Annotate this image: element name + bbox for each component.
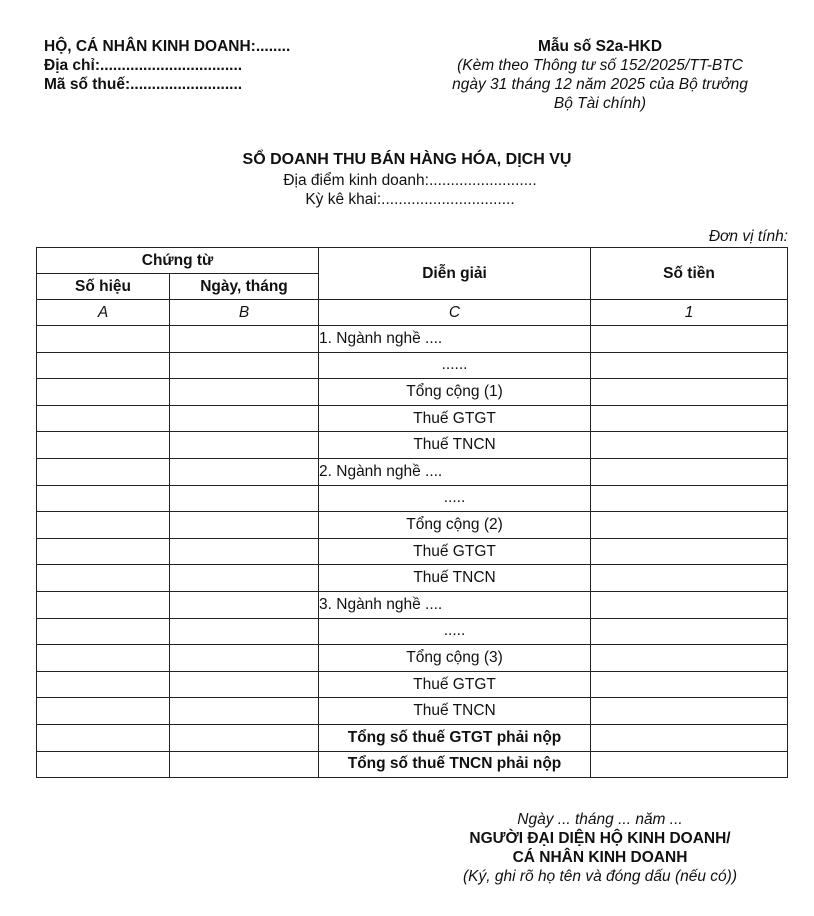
table-row (37, 512, 788, 539)
voucher-number-cell (37, 512, 170, 539)
amount-cell (591, 724, 788, 751)
voucher-date-cell (170, 379, 319, 406)
table-row (37, 432, 788, 459)
table-row (37, 485, 788, 512)
voucher-number-cell (37, 379, 170, 406)
voucher-date-cell (170, 618, 319, 645)
table-row (37, 698, 788, 725)
voucher-date-header: Ngày, tháng (170, 274, 319, 300)
description-cell: 3. Ngành nghề .... (319, 591, 591, 618)
voucher-number-cell (37, 698, 170, 725)
amount-cell (591, 591, 788, 618)
table-row (37, 538, 788, 565)
description-cell: Thuế TNCN (319, 432, 591, 459)
voucher-number-cell (37, 538, 170, 565)
voucher-number-cell (37, 405, 170, 432)
voucher-number-cell (37, 432, 170, 459)
voucher-number-cell (37, 352, 170, 379)
amount-cell (591, 618, 788, 645)
amount-cell (591, 671, 788, 698)
signer-title-line-1: NGƯỜI ĐẠI DIỆN HỘ KINH DOANH/ (469, 830, 731, 847)
form-reference-line-1: (Kèm theo Thông tư số 152/2025/TT-BTC (457, 57, 743, 74)
voucher-number-cell (37, 565, 170, 592)
form-code: Mẫu số S2a-HKD (537, 38, 663, 55)
table-row (37, 379, 788, 406)
description-cell: Tổng số thuế TNCN phải nộp (319, 751, 591, 778)
voucher-number-header: Số hiệu (37, 274, 170, 300)
business-info-block (44, 37, 290, 94)
amount-cell (591, 352, 788, 379)
amount-cell (591, 405, 788, 432)
voucher-date-cell (170, 751, 319, 778)
amount-cell (591, 512, 788, 539)
voucher-date-cell (170, 458, 319, 485)
table-row (37, 326, 788, 353)
amount-cell (591, 432, 788, 459)
description-cell: Tổng số thuế GTGT phải nộp (319, 724, 591, 751)
amount-cell (591, 379, 788, 406)
form-reference-block (426, 37, 774, 113)
description-cell: 1. Ngành nghề .... (319, 326, 591, 353)
business-location-line: Địa điểm kinh doanh:......................... (283, 172, 537, 189)
voucher-number-cell (37, 724, 170, 751)
voucher-number-cell (37, 618, 170, 645)
voucher-number-cell (37, 458, 170, 485)
unit-label: Đơn vị tính: (708, 228, 788, 245)
description-cell: ..... (319, 618, 591, 645)
description-cell: 2. Ngành nghề .... (319, 458, 591, 485)
signature-note: (Ký, ghi rõ họ tên và đóng dấu (nếu có)) (463, 868, 737, 885)
description-cell: Thuế GTGT (319, 538, 591, 565)
voucher-date-cell (170, 671, 319, 698)
table-row (37, 724, 788, 751)
description-cell: Tổng cộng (1) (319, 379, 591, 406)
table-row (37, 645, 788, 672)
voucher-number-cell (37, 485, 170, 512)
description-cell: Thuế TNCN (319, 698, 591, 725)
signer-title-line-2: CÁ NHÂN KINH DOANH (512, 849, 688, 866)
table-row (37, 671, 788, 698)
voucher-group-header: Chứng từ (37, 248, 319, 274)
voucher-date-cell (170, 538, 319, 565)
description-cell: Thuế GTGT (319, 671, 591, 698)
description-header: Diễn giải (319, 248, 591, 300)
voucher-date-cell (170, 645, 319, 672)
amount-cell (591, 751, 788, 778)
ledger-body (37, 326, 788, 778)
voucher-date-cell (170, 432, 319, 459)
table-row (37, 565, 788, 592)
table-row (37, 458, 788, 485)
voucher-number-cell (37, 751, 170, 778)
voucher-date-cell (170, 698, 319, 725)
date-line: Ngày ... tháng ... năm ... (517, 811, 683, 828)
description-cell: Tổng cộng (2) (319, 512, 591, 539)
voucher-number-cell (37, 671, 170, 698)
amount-cell (591, 458, 788, 485)
amount-cell (591, 326, 788, 353)
voucher-date-cell (170, 352, 319, 379)
table-row (37, 751, 788, 778)
column-letter-b: B (170, 300, 319, 326)
amount-cell (591, 645, 788, 672)
description-cell: Thuế GTGT (319, 405, 591, 432)
description-cell: ...... (319, 352, 591, 379)
column-letter-a: A (37, 300, 170, 326)
amount-cell (591, 485, 788, 512)
description-cell: Thuế TNCN (319, 565, 591, 592)
voucher-date-cell (170, 565, 319, 592)
declaration-period-line: Kỳ kê khai:............................... (305, 191, 515, 208)
voucher-date-cell (170, 326, 319, 353)
signature-block (430, 810, 770, 886)
column-letter-c: C (319, 300, 591, 326)
voucher-number-cell (37, 591, 170, 618)
description-cell: ..... (319, 485, 591, 512)
revenue-ledger-table (36, 247, 788, 778)
amount-cell (591, 565, 788, 592)
voucher-date-cell (170, 512, 319, 539)
voucher-date-cell (170, 405, 319, 432)
tax-code-line: Mã số thuế:.......................... (44, 76, 243, 93)
voucher-date-cell (170, 591, 319, 618)
page-title: SỔ DOANH THU BÁN HÀNG HÓA, DỊCH VỤ (242, 151, 572, 168)
column-number-1: 1 (591, 300, 788, 326)
amount-header: Số tiền (591, 248, 788, 300)
table-row (37, 591, 788, 618)
amount-cell (591, 538, 788, 565)
business-name-line: HỘ, CÁ NHÂN KINH DOANH:........ (44, 38, 291, 55)
voucher-number-cell (37, 645, 170, 672)
form-reference-line-3: Bộ Tài chính) (553, 95, 647, 112)
description-cell: Tổng cộng (3) (319, 645, 591, 672)
voucher-date-cell (170, 485, 319, 512)
table-row (37, 352, 788, 379)
table-row (37, 618, 788, 645)
address-line: Địa chỉ:................................. (44, 57, 243, 74)
form-reference-line-2: ngày 31 tháng 12 năm 2025 của Bộ trưởng (452, 76, 748, 93)
voucher-number-cell (37, 326, 170, 353)
table-row (37, 405, 788, 432)
amount-cell (591, 698, 788, 725)
voucher-date-cell (170, 724, 319, 751)
